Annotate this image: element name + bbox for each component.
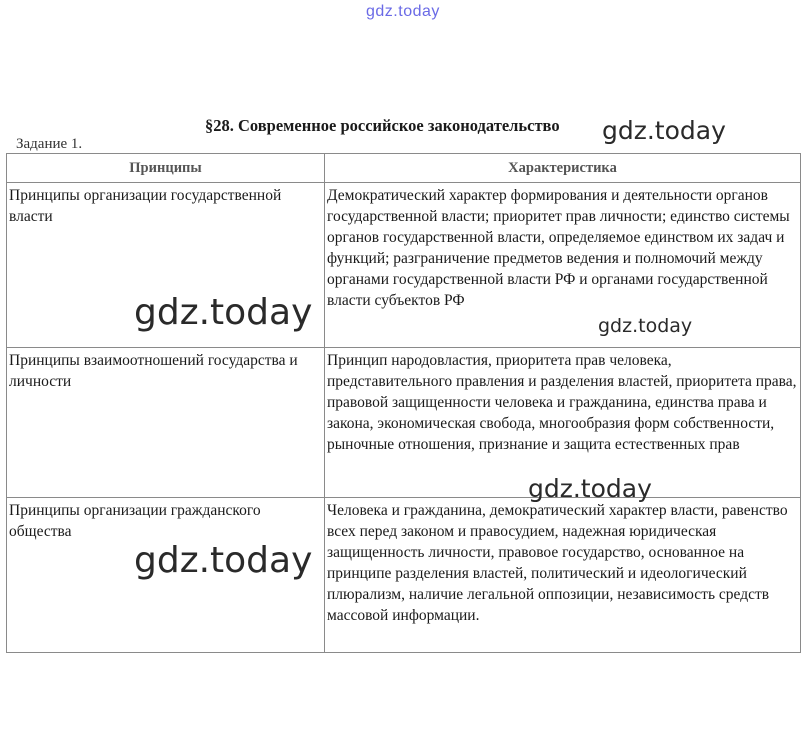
principle-cell: Принципы организации гражданского общества — [7, 498, 325, 653]
watermark: gdz.today — [134, 292, 313, 333]
table-row — [7, 348, 801, 498]
page-title: §28. Современное российское законодательство — [205, 116, 560, 135]
watermark: gdz.today — [134, 540, 313, 581]
principle-cell: Принципы организации государственной власти — [7, 183, 325, 348]
column-header-characteristic: Характеристика — [325, 154, 801, 183]
characteristic-cell: Человека и гражданина, демократический характер власти, равенство всех перед законом и правосудием, надежная юридическая защищенность личности, правовое государство, основанное на принципе разделения властей, политический и идеологический плюрализм, наличие легальной оппозиции, независимость средств массовой информации. — [325, 498, 801, 653]
watermark: gdz.today — [528, 474, 652, 503]
principles-table — [6, 153, 801, 653]
column-header-principles: Принципы — [7, 154, 325, 183]
watermark: gdz.today — [602, 116, 726, 145]
principle-cell: Принципы взаимоотношений государства и личности — [7, 348, 325, 498]
watermark: gdz.today — [598, 315, 693, 337]
table-header-row — [7, 154, 801, 183]
task-label: Задание 1. — [16, 136, 83, 152]
watermark-top: gdz.today — [366, 3, 440, 20]
characteristic-cell: Демократический характер формирования и деятельности органов государственной власти; приоритет прав личности; единство системы органов государственной власти, определяемое единством их задач и функций; разграничение предметов ведения и полномочий между органами государственной власти РФ и органами государственной власти субъектов РФ — [325, 183, 801, 348]
table-row — [7, 498, 801, 653]
characteristic-cell: Принцип народовластия, приоритета прав человека, представительного правления и разделения властей, приоритета права, правовой защищенности человека и гражданина, единства права и закона, экономическая свобода, многообразия форм собственности, рыночные отношения, признание и защита естественных прав — [325, 348, 801, 498]
